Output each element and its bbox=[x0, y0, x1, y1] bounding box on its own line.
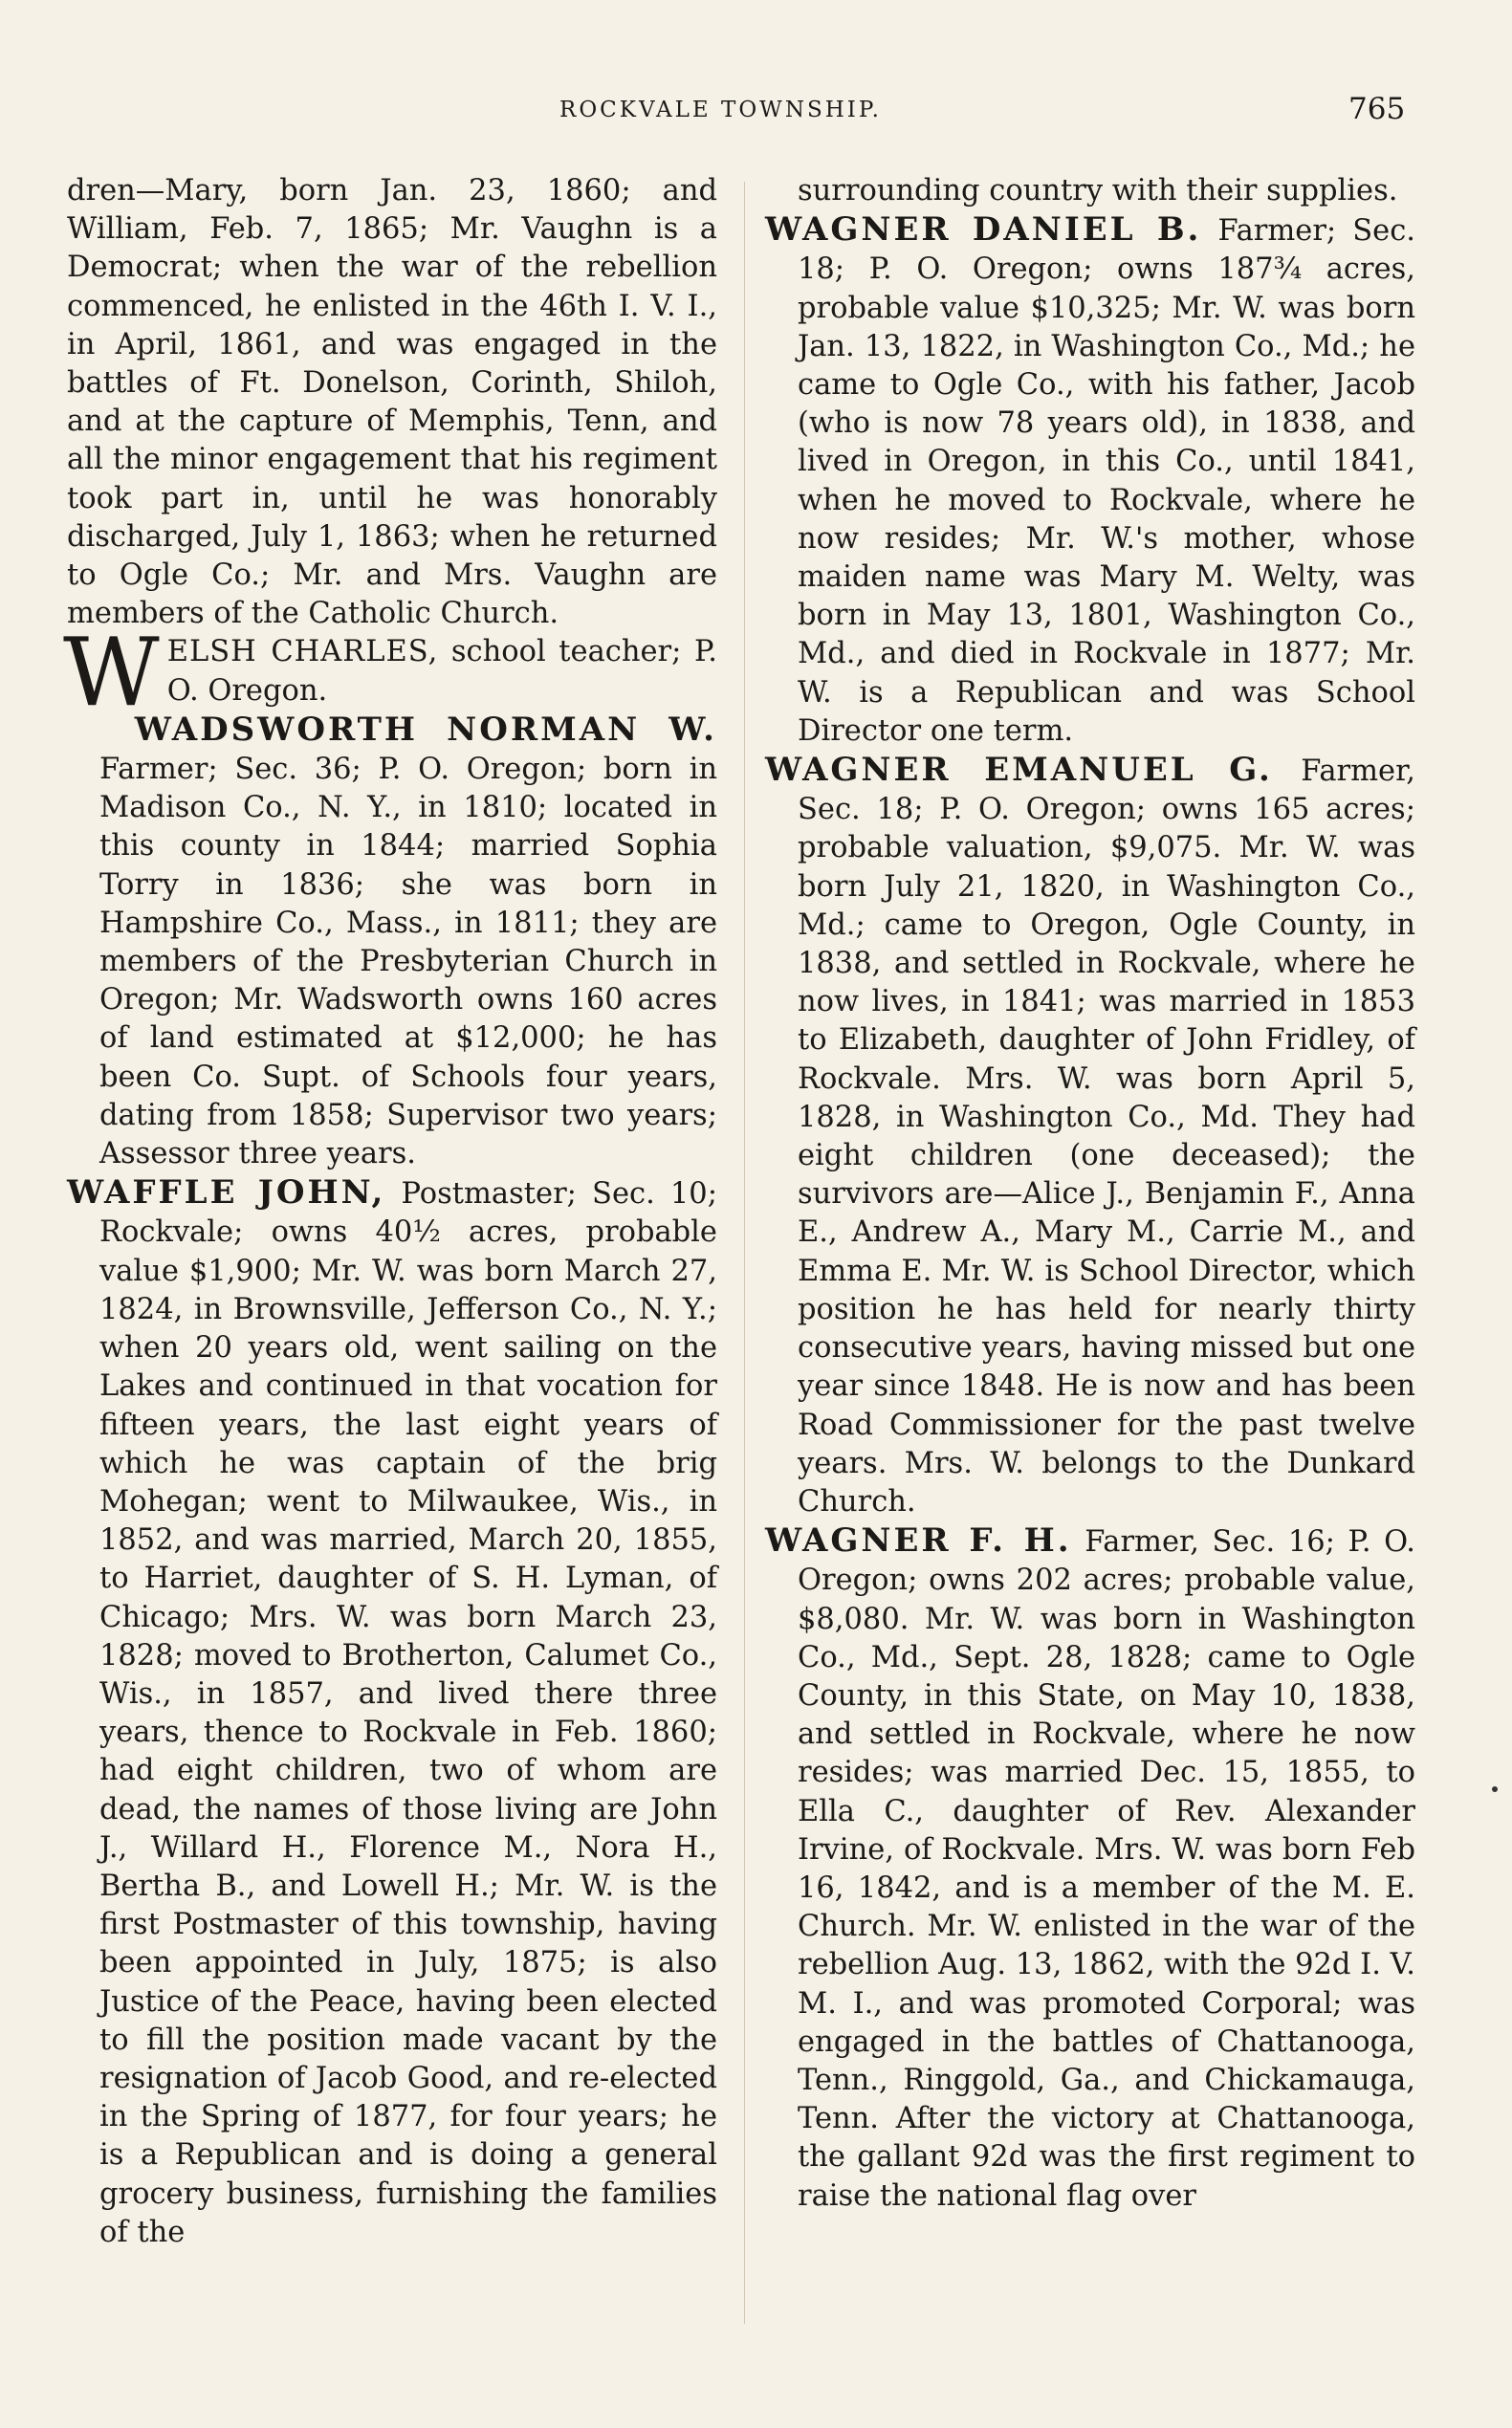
entry-wagner-daniel bbox=[765, 210, 1415, 751]
entry-text: Farmer; Sec. 18; P. O. Oregon; owns 187¾ acres, probable value $10,325; Mr. W. was born Jan. 13, 1822, in Washington Co., Md.; he came to Ogle Co., with his father, Jacob (who is now 78 years old), in 1838, and lived in Oregon, in this Co., until 1841, when he moved to Rockvale, where he now resides; Mr. W.'s mother, whose maiden name was Mary M. Welty, was born in May 13, 1801, Washington Co., Md., and died in Rockvale in 1877; Mr. W. is a Republican and was School Director one term. bbox=[798, 214, 1416, 748]
entry-wagner-emanuel bbox=[765, 751, 1415, 1521]
entry-text: school teacher; P. O. Oregon. bbox=[166, 635, 717, 708]
entry-text: Farmer, Sec. 18; P. O. Oregon; owns 165 acres; probable valuation, $9,075. Mr. W. was born July 21, 1820, in Washington Co., Md.; came to Oregon, Ogle County, in 1838, and settled in Rockvale, where he now lives, in 1841; was married in 1853 to Elizabeth, daughter of John Fridley, of Rockvale. Mrs. W. was born April 5, 1828, in Washington Co., Md. They had eight children (one deceased); the survivors are—Alice J., Benjamin F., Anna E., Andrew A., Mary M., Carrie M., and Emma E. Mr. W. is School Director, which position he has held for nearly thirty consecutive years, having missed but one year since 1848. He is now and has been Road Commissioner for the past twelve years. Mrs. W. belongs to the Dunkard Church. bbox=[798, 755, 1415, 1519]
page-number: 765 bbox=[1348, 92, 1406, 126]
entry-wagner-fh bbox=[765, 1521, 1415, 2216]
running-head bbox=[0, 92, 1512, 130]
column-rule bbox=[744, 182, 745, 2324]
entry-name: WAGNER EMANUEL G. bbox=[765, 751, 1273, 790]
entry-name: ELSH CHARLES, bbox=[166, 635, 439, 669]
entry-text: Farmer, Sec. 16; P. O. Oregon; owns 202 acres; probable value, $8,080. Mr. W. was born in Washington Co., Md., Sept. 28, 1828; came to Ogle County, in this State, on May 10, 1838, and settled in Rockvale, where he now resides; was married Dec. 15, 1855, to Ella C., daughter of Rev. Alexander Irvine, of Rockvale. Mrs. W. was born Feb 16, 1842, and is a member of the M. E. Church. Mr. W. enlisted in the war of the rebellion Aug. 13, 1862, with the 92d I. V. M. I., and was promoted Corporal; was engaged in the battles of Chattanooga, Tenn., Ringgold, Ga., and Chickamauga, Tenn. After the victory at Chattanooga, the gallant 92d was the first regiment to raise the national flag over bbox=[798, 1525, 1415, 2213]
continued-paragraph: dren—Mary, born Jan. 23, 1860; and William, Feb. 7, 1865; Mr. Vaughn is a Democrat; when the war of the rebellion commenced, he enlisted in the 46th I. V. I., in April, 1861, and was engaged in the battles of Ft. Donelson, Corinth, Shiloh, and at the capture of Memphis, Tenn, and all the minor engagement that his regiment took part in, until he was honorably discharged, July 1, 1863; when he returned to Ogle Co.; Mr. and Mrs. Vaughn are members of the Catholic Church. bbox=[67, 174, 717, 631]
entry-text: Postmaster; Sec. 10; Rockvale; owns 40½ acres, probable value $1,900; Mr. W. was born March 27, 1824, in Brownsville, Jefferson Co., N. Y.; when 20 years old, went sailing on the Lakes and continued in that vocation for fifteen years, the last eight years of which he was captain of the brig Mohegan; went to Milwaukee, Wis., in 1852, and was married, March 20, 1855, to Harriet, daughter of S. H. Lyman, of Chicago; Mrs. W. was born March 23, 1828; moved to Brotherton, Calumet Co., Wis., in 1857, and lived there three years, thence to Rockvale in Feb. 1860; had eight children, two of whom are dead, the names of those living are John J., Willard H., Florence M., Nora H., Bertha B., and Lowell H.; Mr. W. is the first Postmaster of this township, having been appointed in July, 1875; is also Justice of the Peace, having been elected to fill the position made vacant by the resignation of Jacob Good, and re-elected in the Spring of 1877, for four years; he is a Republican and is doing a general grocery business, furnishing the families of the bbox=[99, 1177, 717, 2249]
entry-waffle-john bbox=[67, 1173, 717, 2252]
left-column bbox=[63, 172, 717, 2252]
entry-name: WAFFLE JOHN, bbox=[67, 1173, 386, 1213]
drop-cap: W bbox=[63, 619, 160, 729]
entry-name: WAGNER F. H. bbox=[765, 1521, 1072, 1561]
entry-name: WADSWORTH NORMAN W. bbox=[134, 710, 717, 749]
margin-mark bbox=[1492, 1786, 1498, 1792]
running-title: ROCKVALE TOWNSHIP. bbox=[559, 98, 882, 122]
right-column bbox=[765, 172, 1415, 2216]
entry-welsh-charles bbox=[63, 619, 717, 729]
continued-paragraph: surrounding country with their supplies. bbox=[798, 174, 1398, 208]
entry-text: Farmer; Sec. 36; P. O. Oregon; born in Madison Co., N. Y., in 1810; located in this county in 1844; married Sophia Torry in 1836; she was born in Hampshire Co., Mass., in 1811; they are members of the Presbyterian Church in Oregon; Mr. Wadsworth owns 160 acres of land estimated at $12,000; he has been Co. Supt. of Schools four years, dating from 1858; Supervisor two years; Assessor three years. bbox=[99, 753, 717, 1171]
entry-name: WAGNER DANIEL B. bbox=[765, 210, 1202, 250]
entry-wadsworth-norman bbox=[67, 711, 717, 1173]
